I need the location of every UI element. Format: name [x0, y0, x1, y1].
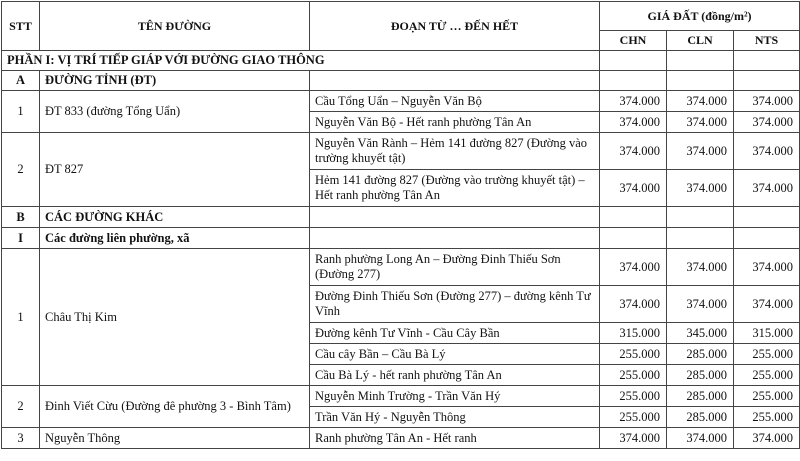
header-cln: CLN: [667, 31, 734, 51]
road3-stt: 1: [2, 249, 40, 386]
segment-cln: 374.000: [667, 249, 734, 286]
segment-cln: 285.000: [667, 365, 734, 386]
land-price-table: [1, 1, 800, 449]
segment-chn: 255.000: [600, 344, 667, 365]
segment-nts: 374.000: [734, 286, 800, 323]
road4-name: Đinh Viết Cừu (Đường đê phường 3 - Bình Tâm): [40, 386, 310, 428]
segment-doan: Đường kênh Tư Vĩnh - Cầu Cây Bần: [310, 323, 600, 344]
segment-chn: 255.000: [600, 365, 667, 386]
segment-doan: Hẻm 141 đường 827 (Đường vào trường khuyết tật) – Hết ranh phường Tân An: [310, 170, 600, 207]
road2-name: ĐT 827: [40, 133, 310, 207]
segment-doan: Trần Văn Hý - Nguyễn Thông: [310, 407, 600, 428]
segment-cln: 285.000: [667, 407, 734, 428]
segment-chn: 374.000: [600, 91, 667, 112]
section-a-stt: A: [2, 71, 40, 91]
header-ten-duong: TÊN ĐƯỜNG: [40, 2, 310, 51]
table-row: [2, 428, 800, 449]
segment-doan: Nguyễn Văn Bộ - Hết ranh phường Tân An: [310, 112, 600, 133]
header-doan-tu: ĐOẠN TỪ … ĐẾN HẾT: [310, 2, 600, 51]
segment-chn: 315.000: [600, 323, 667, 344]
segment-chn: 374.000: [600, 286, 667, 323]
segment-nts: 315.000: [734, 323, 800, 344]
segment-doan: Cầu cây Bần – Cầu Bà Lý: [310, 344, 600, 365]
segment-cln: 345.000: [667, 323, 734, 344]
segment-nts: 374.000: [734, 249, 800, 286]
segment-nts: 255.000: [734, 365, 800, 386]
road2-stt: 2: [2, 133, 40, 207]
segment-cln: 374.000: [667, 133, 734, 170]
segment-chn: 374.000: [600, 112, 667, 133]
segment-nts: 255.000: [734, 344, 800, 365]
road1-name: ĐT 833 (đường Tổng Uẩn): [40, 91, 310, 133]
part1-title: PHẦN I: VỊ TRÍ TIẾP GIÁP VỚI ĐƯỜNG GIAO THÔNG: [2, 51, 600, 71]
segment-nts: 374.000: [734, 428, 800, 449]
table-row: [2, 386, 800, 407]
segment-chn: 374.000: [600, 428, 667, 449]
segment-chn: 374.000: [600, 170, 667, 207]
section-i-title: Các đường liên phường, xã: [40, 228, 310, 249]
table-row: [2, 133, 800, 170]
road5-name: Nguyễn Thông: [40, 428, 310, 449]
segment-nts: 374.000: [734, 112, 800, 133]
header-gia-dat: GIÁ ĐẤT (đồng/m²): [600, 2, 800, 31]
segment-doan: Ranh phường Long An – Đường Đinh Thiếu Sơn (Đường 277): [310, 249, 600, 286]
road5-stt: 3: [2, 428, 40, 449]
section-b-title: CÁC ĐƯỜNG KHÁC: [40, 207, 310, 228]
segment-cln: 374.000: [667, 170, 734, 207]
segment-cln: 285.000: [667, 386, 734, 407]
segment-doan: Cầu Bà Lý - hết ranh phường Tân An: [310, 365, 600, 386]
header-nts: NTS: [734, 31, 800, 51]
table-row: [2, 249, 800, 286]
road4-stt: 2: [2, 386, 40, 428]
section-i-stt: I: [2, 228, 40, 249]
segment-chn: 255.000: [600, 386, 667, 407]
segment-cln: 374.000: [667, 286, 734, 323]
segment-nts: 374.000: [734, 133, 800, 170]
segment-doan: Cầu Tổng Uẩn – Nguyễn Văn Bộ: [310, 91, 600, 112]
segment-chn: 255.000: [600, 407, 667, 428]
road3-name: Châu Thị Kim: [40, 249, 310, 386]
section-a-title: ĐƯỜNG TỈNH (ĐT): [40, 71, 310, 91]
segment-nts: 255.000: [734, 407, 800, 428]
section-b-stt: B: [2, 207, 40, 228]
segment-nts: 255.000: [734, 386, 800, 407]
table-row: [2, 91, 800, 112]
segment-chn: 374.000: [600, 249, 667, 286]
segment-doan: Đường Đinh Thiếu Sơn (Đường 277) – đường kênh Tư Vĩnh: [310, 286, 600, 323]
segment-nts: 374.000: [734, 170, 800, 207]
segment-nts: 374.000: [734, 91, 800, 112]
segment-cln: 374.000: [667, 112, 734, 133]
header-chn: CHN: [600, 31, 667, 51]
segment-cln: 285.000: [667, 344, 734, 365]
segment-doan: Ranh phường Tân An - Hết ranh: [310, 428, 600, 449]
segment-cln: 374.000: [667, 428, 734, 449]
road1-stt: 1: [2, 91, 40, 133]
segment-cln: 374.000: [667, 91, 734, 112]
segment-doan: Nguyễn Minh Trường - Trần Văn Hý: [310, 386, 600, 407]
header-stt: STT: [2, 2, 40, 51]
segment-doan: Nguyễn Văn Rành – Hẻm 141 đường 827 (Đường vào trường khuyết tật): [310, 133, 600, 170]
segment-chn: 374.000: [600, 133, 667, 170]
